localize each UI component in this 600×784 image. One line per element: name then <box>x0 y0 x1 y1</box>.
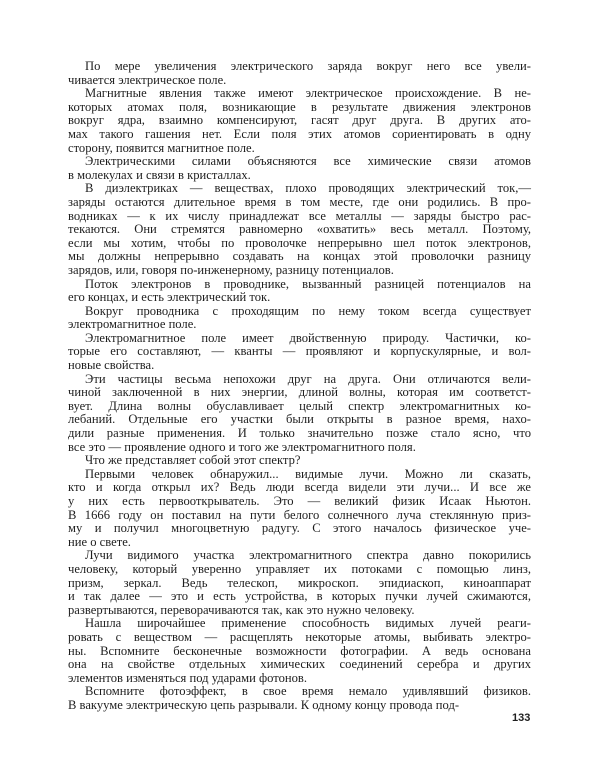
text-line: человеку, который уверенно управляет их потоками с помощью линз, <box>68 561 531 576</box>
paragraph <box>68 278 531 305</box>
text-line: Что же представляет собой этот спектр? <box>85 453 301 468</box>
text-line: и так далее — это и есть устройства, в которых пучки лучей сжимаются, <box>68 589 531 604</box>
text-line: если мы хотим, чтобы по проволочке непрерывно шел поток электронов, <box>68 235 531 250</box>
text-line: В 1666 году он поставил на пути белого солнечного луча стеклянную приз- <box>68 507 531 522</box>
text-line: ровать с веществом — расщеплять некоторые атомы, выбивать электро- <box>68 629 531 644</box>
text-line: которых атомах поля, возникающие в результате движения электронов <box>68 99 531 114</box>
paragraph <box>68 468 531 550</box>
paragraph <box>68 549 531 617</box>
paragraph <box>68 155 531 182</box>
text-line: В диэлектриках — веществах, плохо проводящих электрический ток,— <box>85 181 531 196</box>
paragraph <box>68 454 531 468</box>
text-line: дили разные применения. И только значительно позже стало ясно, что <box>68 426 531 441</box>
text-line: сторону, появится магнитное поле. <box>68 140 255 155</box>
text-line: зарядов, или, говоря по-инженерному, разницу потенциалов. <box>68 262 394 277</box>
text-line: По мере увеличения электрического заряда вокруг него все увели- <box>85 59 531 73</box>
paragraph <box>68 60 531 87</box>
text-line: призм, зеркал. Ведь телескоп, микроскоп. эпидиаскоп, киноаппарат <box>68 575 531 590</box>
text-line: она на свойстве отдельных химических соединений серебра и других <box>68 657 531 672</box>
text-line: текаются. Они стремятся равномерно «охватить» весь металл. Поэтому, <box>68 222 531 237</box>
text-line: торые его составляют, — кванты — проявляют и корпускулярные, и вол- <box>68 344 531 359</box>
text-line: Вокруг проводника с проходящим по нему током всегда существует <box>85 303 531 318</box>
text-line: электромагнитное поле. <box>68 317 197 332</box>
text-line: Эти частицы весьма непохожи друг на друга. Они отличаются вели- <box>85 371 531 386</box>
text-line: у них есть первооткрыватель. Это — великий физик Исаак Ньютон. <box>68 494 531 508</box>
paragraph <box>68 617 531 685</box>
text-line: вокруг ядра, взаимно компенсируют, гасят друг друга. В других ато- <box>68 113 531 128</box>
paragraph <box>68 373 531 455</box>
text-line: чивается электрическое поле. <box>68 72 227 87</box>
text-line: Электрическими силами объясняются все химические связи атомов <box>85 154 531 169</box>
paragraph <box>68 332 531 373</box>
text-line: в молекулах и связи в кристаллах. <box>68 167 251 182</box>
text-line: вует. Длина волны обуславливает целый спектр электромагнитных ко- <box>68 398 531 413</box>
text-line: мы должны непрерывно создавать на концах этой проволочки разницу <box>68 249 531 264</box>
text-line: все это — проявление одного и того же электромагнитного поля. <box>68 439 416 454</box>
text-line: водниках — к их числу принадлежат все металлы — заряды быстро рас- <box>68 208 531 223</box>
text-line: мах такого гашения нет. Если поля этих атомов сориентировать в одну <box>68 126 531 141</box>
text-line: ны. Вспомните бесконечные возможности фотографии. А ведь основана <box>68 643 531 658</box>
text-line: Поток электронов в проводнике, вызванный разницей потенциалов на <box>85 276 531 291</box>
text-line: чиной заключенной в них энергии, длиной волны, которая им соответст- <box>68 385 531 400</box>
text-line: элементов изменяться под ударами фотонов. <box>68 670 308 685</box>
paragraph <box>68 685 531 712</box>
text-line: му и получил многоцветную радугу. С этого началось физическое уче- <box>68 521 531 536</box>
text-line: ние о свете. <box>68 534 131 549</box>
text-line: развертываются, переворачиваются так, как это нужно человеку. <box>68 602 415 617</box>
text-line: лебаний. Отдельные его участки были открыты в разное время, нахо- <box>68 412 531 427</box>
text-line: его концах, и есть электрический ток. <box>68 290 271 305</box>
text-line: Лучи видимого участка электромагнитного спектра давно покорились <box>85 548 531 563</box>
book-page-text <box>68 60 531 713</box>
text-line: Магнитные явления также имеют электрическое происхождение. В не- <box>85 86 531 101</box>
text-line: заряды остаются длительное время в том месте, где они родились. В про- <box>68 194 531 209</box>
paragraph <box>68 182 531 277</box>
text-line: В вакууме электрическую цепь разрывали. К одному концу провода под- <box>68 697 460 712</box>
text-line: Вспомните фотоэффект, в свое время немало удивлявший физиков. <box>85 684 531 699</box>
text-line: Электромагнитное поле имеет двойственную природу. Частички, ко- <box>85 330 531 345</box>
paragraph <box>68 305 531 332</box>
page-number: 133 <box>512 712 531 724</box>
text-line: Первыми человек обнаружил... видимые лучи. Можно ли сказать, <box>85 466 531 481</box>
text-line: кто и когда открыл их? Ведь люди всегда видели эти лучи... И все же <box>68 480 531 495</box>
text-line: Нашла широчайшее применение способность видимых лучей реаги- <box>85 616 531 631</box>
text-line: новые свойства. <box>68 358 155 373</box>
paragraph <box>68 87 531 155</box>
